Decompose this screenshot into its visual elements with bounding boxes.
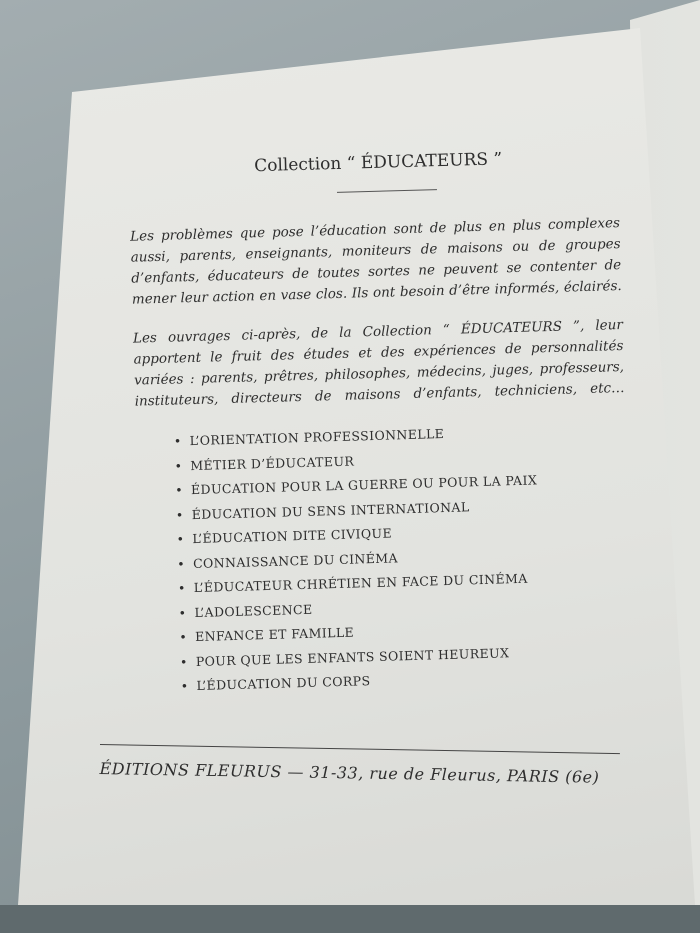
bottom-shadow <box>0 905 700 933</box>
book-item: • CONNAISSANCE DU CINÉMA <box>177 539 630 576</box>
page-content <box>118 146 633 700</box>
publisher-address: ÉDITIONS FLEURUS — 31-33, rue de Fleurus, PARIS (6e) <box>99 758 600 787</box>
book-item: • MÉTIER D’ÉDUCATEUR <box>174 441 627 478</box>
book-item: • L’ÉDUCATEUR CHRÉTIEN EN FACE DU CINÉMA <box>178 564 631 601</box>
book-item: • ENFANCE ET FAMILLE <box>179 613 632 650</box>
book-item: • L’ÉDUCATION DU CORPS <box>180 662 633 699</box>
book-item: • ÉDUCATION POUR LA GUERRE OU POUR LA PAIX <box>175 466 628 503</box>
book-item: • L’ÉDUCATION DITE CIVIQUE <box>176 515 629 552</box>
title-rule <box>337 189 437 193</box>
collection-title: Collection “ ÉDUCATEURS ” <box>253 149 503 177</box>
book-item: • L’ADOLESCENCE <box>178 588 631 625</box>
book-item: • ÉDUCATION DU SENS INTERNATIONAL <box>176 490 629 527</box>
book-item: • L’ORIENTATION PROFESSIONNELLE <box>174 417 627 454</box>
book-list <box>174 417 633 699</box>
intro-paragraph: Les problèmes que pose l’éducation sont de plus en plus complexes aussi, parents, enseignants, moniteurs de maisons ou de groupes d’enfants, éducateurs de toutes sortes ne peuvent se contenter de mener leur action en vase clos. Ils ont besoin d’être informés, éclairés. <box>129 215 622 308</box>
collection-paragraph: Les ouvrages ci-après, de la Collection “ ÉDUCATEURS ”, leur apportent le fruit des études et des expériences de personnalités variées : parents, prêtres, philosophes, médecins, juges, professeurs, instituteurs, directeurs de maisons d’enfants, techniciens, etc… <box>132 316 625 410</box>
book-item: • POUR QUE LES ENFANTS SOIENT HEUREUX <box>180 637 633 674</box>
